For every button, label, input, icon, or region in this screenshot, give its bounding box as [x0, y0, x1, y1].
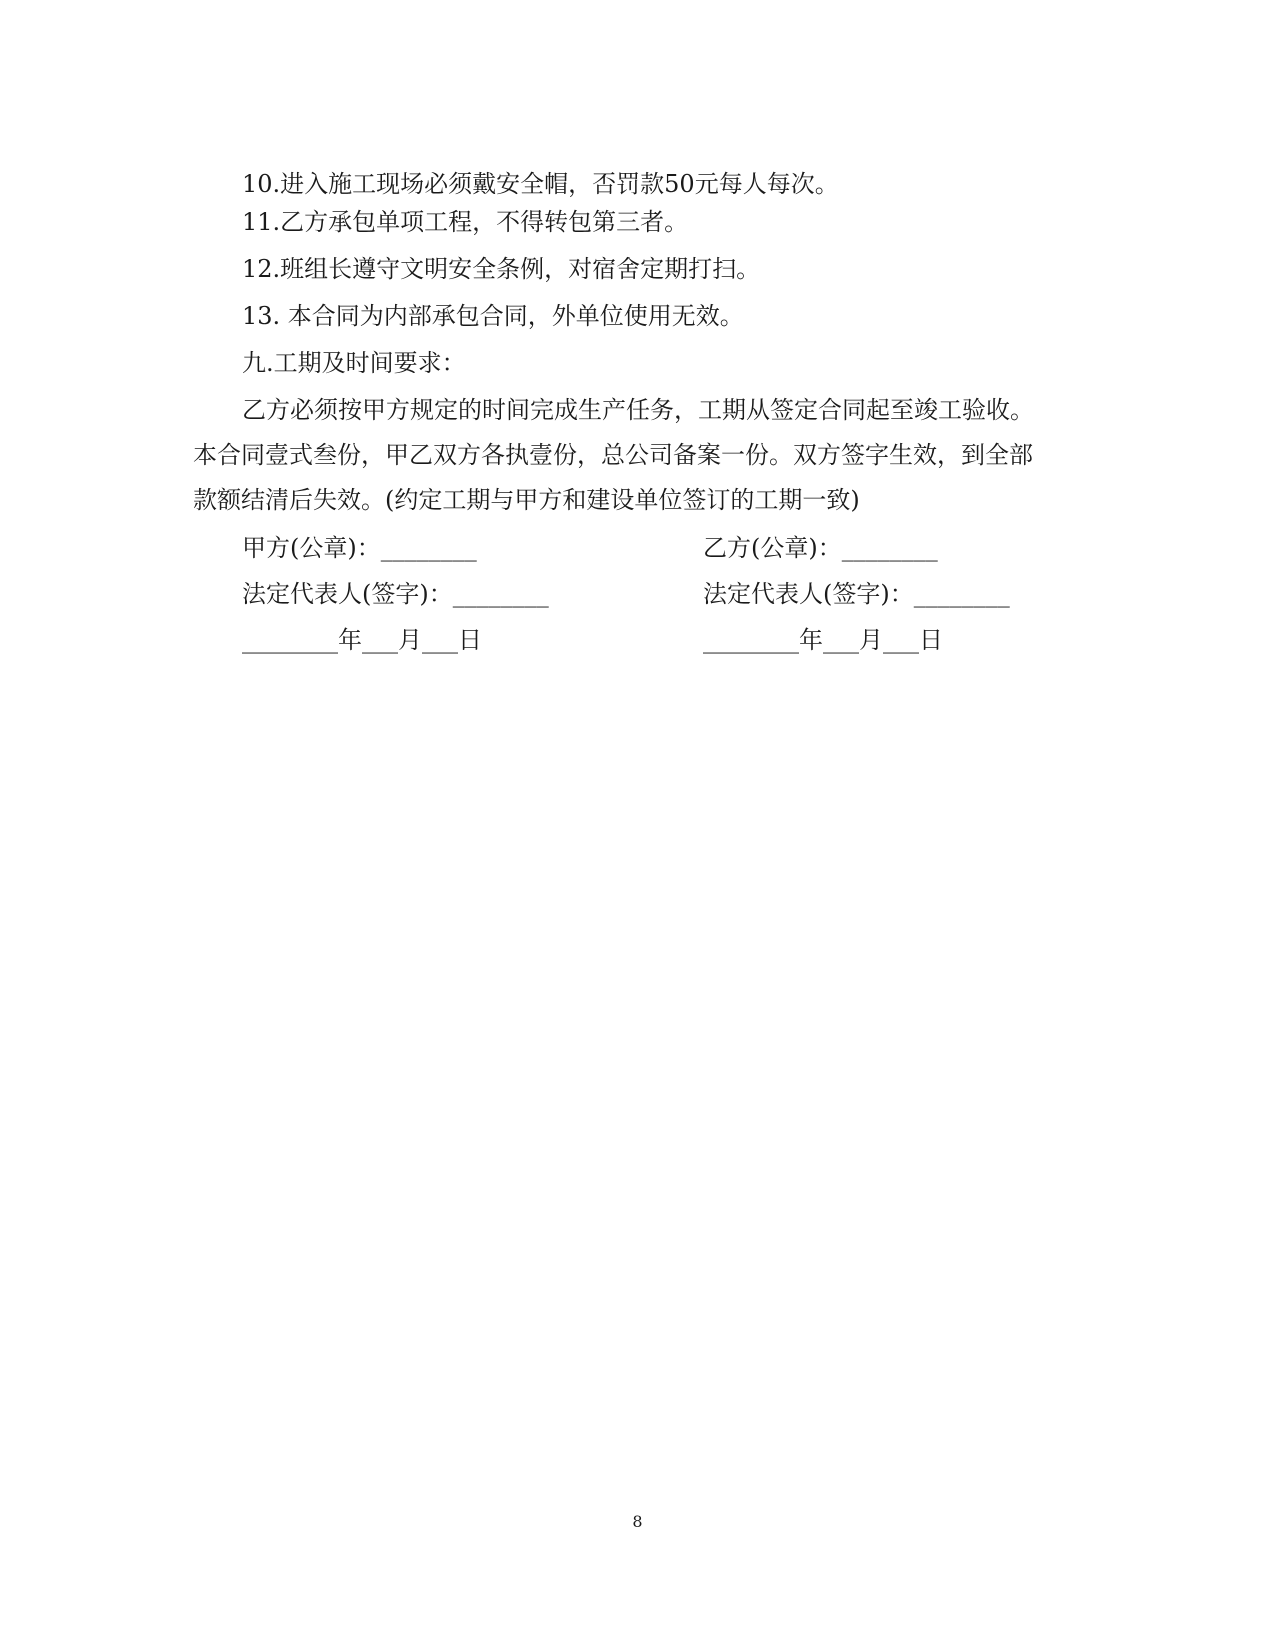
clause-12: 12.班组长遵守文明安全条例，对宿舍定期打扫。 — [242, 255, 761, 283]
party-b-date: ________年___月___日 — [703, 626, 943, 654]
party-a-seal: 甲方(公章)：________ — [242, 534, 477, 562]
party-b-seal: 乙方(公章)：________ — [703, 534, 938, 562]
party-b-representative: 法定代表人(签字)：________ — [703, 580, 1010, 608]
schedule-paragraph-line-3: 款额结清后失效。(约定工期与甲方和建设单位签订的工期一致) — [193, 486, 860, 514]
page-number: 8 — [632, 1512, 643, 1531]
clause-10: 10.进入施工现场必须戴安全帽，否罚款50元每人每次。 — [242, 170, 839, 198]
clause-13: 13. 本合同为内部承包合同，外单位使用无效。 — [242, 302, 744, 330]
party-a-date: ________年___月___日 — [242, 626, 482, 654]
schedule-paragraph-line-1: 乙方必须按甲方规定的时间完成生产任务，工期从签定合同起至竣工验收。 — [242, 396, 1034, 424]
section-heading-schedule: 九.工期及时间要求： — [242, 349, 466, 377]
clause-11: 11.乙方承包单项工程，不得转包第三者。 — [242, 208, 689, 236]
schedule-paragraph-line-2: 本合同壹式叁份，甲乙双方各执壹份，总公司备案一份。双方签字生效，到全部 — [193, 441, 1033, 469]
party-a-representative: 法定代表人(签字)：________ — [242, 580, 549, 608]
